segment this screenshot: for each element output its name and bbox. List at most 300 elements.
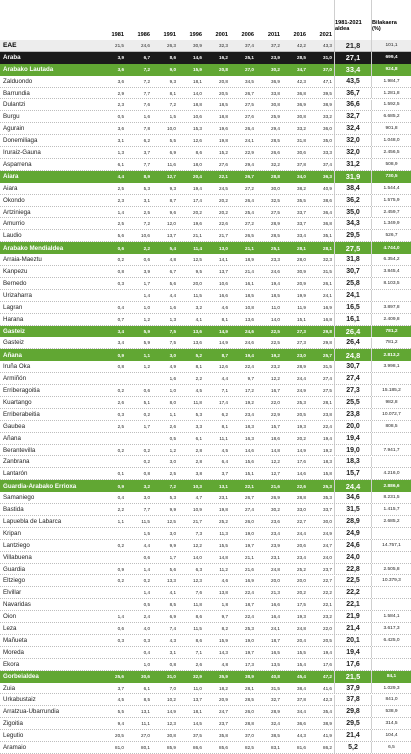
row-value: 9,5 — [195, 269, 202, 275]
table-row — [0, 397, 411, 409]
row-value: 24,8 — [271, 566, 280, 572]
row-value: 16,4 — [271, 614, 280, 620]
row-name: Guardia-Arabako Errioxa — [3, 482, 77, 490]
row-value: 19,8 — [219, 138, 228, 144]
row-value: 22,1 — [245, 483, 254, 489]
row-value: 11,9 — [297, 304, 306, 310]
row-value: 0,2 — [117, 257, 124, 263]
row-diff: 24,9 — [334, 528, 372, 539]
row-value: 0,8 — [117, 364, 124, 370]
row-value: 0,4 — [117, 304, 124, 310]
row-value: 35,5 — [297, 197, 306, 203]
row-value: 11,3 — [219, 530, 228, 536]
row-name: Asparrena — [3, 160, 32, 168]
row-value: 15,5 — [219, 542, 228, 548]
row-value: 34,7 — [297, 67, 306, 73]
row-value: 27,2 — [245, 185, 254, 191]
row-value: 18,3 — [245, 423, 254, 429]
row-value: 35,9 — [219, 674, 228, 680]
row-value: 1,4 — [117, 614, 124, 620]
row-growth: 1.281,8 — [383, 90, 400, 96]
row-value: 1,2 — [169, 447, 176, 453]
row-value: 2,3 — [117, 102, 124, 108]
row-value — [100, 290, 126, 301]
row-value: 1,2 — [143, 316, 150, 322]
row-value: 2,5 — [117, 185, 124, 191]
header-year: 1991 — [163, 32, 176, 38]
row-value: 24,6 — [271, 269, 280, 275]
row-name: Okondo — [3, 196, 25, 204]
row-name: Gorbeialdea — [3, 673, 39, 681]
row-name: Erriberagoitia — [3, 387, 40, 395]
row-name: Urizaharra — [3, 291, 32, 299]
row-diff: 16,5 — [334, 302, 372, 313]
row-name: Oion — [3, 613, 17, 621]
row-name: Barrundia — [3, 89, 30, 97]
row-value: 38,9 — [323, 102, 332, 108]
table-row — [0, 587, 411, 599]
row-value: 26,1 — [323, 280, 332, 286]
row-growth: 1.029,3 — [383, 685, 400, 691]
row-value: 18,0 — [193, 161, 202, 167]
row-name: Legutio — [3, 732, 24, 740]
header-year: 2001 — [215, 32, 228, 38]
row-value: 32,4 — [271, 721, 280, 727]
row-name: Berantevilla — [3, 446, 36, 454]
row-growth: 2.409,8 — [383, 316, 400, 322]
row-value: 26,4 — [245, 126, 254, 132]
row-value: 30,2 — [271, 507, 280, 513]
row-growth: 924,8 — [385, 67, 398, 73]
row-value: 80,1 — [141, 745, 150, 751]
row-value: 0,2 — [143, 447, 150, 453]
row-value: 15,5 — [297, 649, 306, 655]
row-value: 26,6 — [271, 150, 280, 156]
table-row — [0, 219, 411, 231]
row-value: 28,1 — [297, 245, 306, 251]
row-value: 12,6 — [193, 138, 202, 144]
row-value: 35,0 — [323, 138, 332, 144]
row-diff: 36,7 — [334, 88, 372, 99]
row-value: 29,4 — [245, 161, 254, 167]
row-value: 28,9 — [297, 364, 306, 370]
row-value: 23,8 — [323, 411, 332, 417]
row-name: Agurain — [3, 125, 25, 133]
table-row — [0, 159, 411, 171]
row-diff: 21,4 — [334, 623, 372, 634]
row-value: 13,7 — [193, 697, 202, 703]
row-value: 31,5 — [323, 364, 332, 370]
row-value: 33,2 — [323, 114, 332, 120]
row-value: 9,9 — [169, 542, 176, 548]
row-diff: 22,5 — [334, 576, 372, 587]
row-value: 24,4 — [297, 530, 306, 536]
row-value: 20,5 — [115, 733, 124, 739]
row-value: 42,2 — [297, 42, 306, 48]
row-value: 1,0 — [143, 661, 150, 667]
row-name: Iruña Oka — [3, 363, 31, 371]
row-value: 26,0 — [245, 518, 254, 524]
row-value: 4,6 — [221, 304, 228, 310]
table-row — [0, 171, 411, 183]
row-value: 40,9 — [323, 185, 332, 191]
row-growth — [372, 373, 411, 384]
row-value: 22,1 — [323, 602, 332, 608]
row-value: 16,9 — [323, 304, 332, 310]
row-value: 14,0 — [193, 554, 202, 560]
row-value: 6,2 — [143, 138, 150, 144]
row-value: 17,2 — [245, 388, 254, 394]
row-value: 23,6 — [271, 518, 280, 524]
row-value: 7,5 — [169, 340, 176, 346]
row-value: 14,9 — [219, 340, 228, 346]
row-name: Añana — [3, 351, 22, 359]
row-value: 3,0 — [169, 530, 176, 536]
row-value — [126, 433, 152, 444]
row-value: 15,4 — [297, 661, 306, 667]
row-value: 25,4 — [245, 209, 254, 215]
row-name: Ekora — [3, 660, 20, 668]
row-value: 10,2 — [167, 697, 176, 703]
row-diff: 20,0 — [334, 421, 372, 432]
row-value: 1,5 — [143, 530, 150, 536]
row-value: 20,2 — [219, 209, 228, 215]
table-row — [0, 183, 411, 195]
row-value: 9,7 — [221, 614, 228, 620]
row-value: 31,5 — [271, 685, 280, 691]
row-growth — [372, 433, 411, 444]
table-row — [0, 433, 411, 445]
row-value: 8,6 — [195, 637, 202, 643]
row-growth: 15.185,2 — [382, 388, 401, 394]
row-value: 28,0 — [297, 257, 306, 263]
row-value: 8,7 — [221, 352, 228, 358]
row-value: 44,3 — [297, 733, 306, 739]
row-value: 18,7 — [245, 602, 254, 608]
row-value: 8,6 — [195, 614, 202, 620]
table-row — [0, 338, 411, 350]
row-name: Urkabustaiz — [3, 696, 36, 704]
row-growth: 1.592,5 — [383, 102, 400, 108]
row-value: 19,4 — [245, 352, 254, 358]
row-name: Mañueta — [3, 636, 28, 644]
row-value: 37,2 — [271, 42, 280, 48]
row-value: 0,2 — [117, 447, 124, 453]
row-name: Artziniega — [3, 208, 31, 216]
row-diff: 16,1 — [334, 314, 372, 325]
row-value: 18,3 — [323, 459, 332, 465]
header-diff-line1: 1981-2021 — [335, 20, 362, 26]
row-name: Lantarón — [3, 470, 28, 478]
row-value: 36,8 — [297, 90, 306, 96]
row-value: 13,7 — [219, 269, 228, 275]
row-value: 1,5 — [169, 114, 176, 120]
row-growth: 781,2 — [385, 340, 398, 346]
row-value: 7,2 — [143, 67, 150, 73]
row-growth: 6,5 — [388, 745, 395, 751]
row-value: 3,1 — [117, 138, 124, 144]
row-value: 22,4 — [245, 590, 254, 596]
table-row — [0, 326, 411, 338]
row-value: 37,0 — [323, 67, 332, 73]
row-value: 2,8 — [195, 459, 202, 465]
table-row — [0, 647, 411, 659]
row-growth: 104,4 — [385, 733, 398, 739]
row-value: 15,9 — [193, 67, 202, 73]
row-diff: 43,5 — [334, 76, 372, 87]
row-name: Armiñón — [3, 375, 27, 383]
table-row — [0, 504, 411, 516]
row-value: 8,7 — [169, 197, 176, 203]
row-value: 27,5 — [271, 209, 280, 215]
row-value: 25,1 — [271, 245, 280, 251]
row-value: 12,2 — [271, 459, 280, 465]
row-value: 19,9 — [297, 292, 306, 298]
row-value: 47,1 — [323, 78, 332, 84]
row-value: 0,6 — [143, 554, 150, 560]
row-value: 11,6 — [167, 161, 176, 167]
row-value: 6,1 — [195, 435, 202, 441]
table-row — [0, 302, 411, 314]
row-value: 24,1 — [245, 138, 254, 144]
row-value: 4,1 — [169, 590, 176, 596]
row-value: 10,8 — [245, 304, 254, 310]
row-value: 21,5 — [115, 42, 124, 48]
row-value: 7,8 — [143, 126, 150, 132]
table-row — [0, 516, 411, 528]
table-row — [0, 254, 411, 266]
row-value: 1,7 — [169, 554, 176, 560]
row-value: 7,3 — [195, 530, 202, 536]
row-diff: 15,7 — [334, 468, 372, 479]
table-row — [0, 623, 411, 635]
row-growth: 901,8 — [385, 126, 398, 132]
row-value: 3,3 — [195, 423, 202, 429]
table-row — [0, 76, 411, 88]
row-value: 32,3 — [219, 42, 228, 48]
row-diff: 31,2 — [334, 159, 372, 170]
row-value: 8,9 — [143, 174, 150, 180]
row-value: 0,9 — [117, 483, 124, 489]
row-diff: 37,8 — [334, 695, 372, 706]
row-growth — [372, 290, 411, 301]
row-diff: 34,6 — [334, 492, 372, 503]
row-value: 24,7 — [219, 709, 228, 715]
row-growth: 1.584,1 — [383, 614, 400, 620]
row-value: 18,8 — [193, 102, 202, 108]
row-value: 8,2 — [221, 626, 228, 632]
row-value: 7,2 — [169, 483, 176, 489]
row-value: 23,7 — [219, 721, 228, 727]
row-diff: 30,7 — [334, 361, 372, 372]
row-diff: 32,0 — [334, 135, 372, 146]
row-value: 25,7 — [323, 352, 332, 358]
row-diff: 36,6 — [334, 100, 372, 111]
row-value: 3,1 — [169, 649, 176, 655]
row-value: 10,6 — [141, 233, 150, 239]
row-value: 17,3 — [245, 661, 254, 667]
row-value: 7,1 — [221, 388, 228, 394]
row-value: 30,8 — [297, 114, 306, 120]
row-name: Dulantzi — [3, 101, 26, 109]
row-value: 23,2 — [271, 364, 280, 370]
row-diff: 38,4 — [334, 183, 372, 194]
row-name: Lagran — [3, 303, 23, 311]
row-value: 24,6 — [141, 42, 150, 48]
row-value: 13,8 — [219, 590, 228, 596]
table-row — [0, 100, 411, 112]
row-value: 12,0 — [167, 221, 176, 227]
row-value: 19,4 — [271, 280, 280, 286]
row-value: 0,6 — [143, 257, 150, 263]
row-value: 16,6 — [219, 292, 228, 298]
row-value: 28,1 — [323, 399, 332, 405]
row-value: 3,4 — [117, 340, 124, 346]
header-year: 2016 — [293, 32, 306, 38]
row-value: 20,2 — [297, 435, 306, 441]
row-value: 22,7 — [297, 518, 306, 524]
row-value: 18,1 — [193, 78, 202, 84]
row-value: 82,5 — [245, 745, 254, 751]
row-value: 8,5 — [169, 602, 176, 608]
row-value: 18,9 — [245, 257, 254, 263]
row-value: 31,0 — [167, 674, 176, 680]
row-growth: 2.886,6 — [383, 483, 400, 489]
row-value: 5,6 — [169, 280, 176, 286]
row-value: 30,0 — [271, 185, 280, 191]
row-value: 20,2 — [219, 197, 228, 203]
row-value: 19,0 — [245, 530, 254, 536]
row-value: 14,6 — [245, 447, 254, 453]
table-row — [0, 659, 411, 671]
row-value: 36,9 — [297, 102, 306, 108]
table-row — [0, 147, 411, 159]
row-value — [100, 528, 126, 539]
row-value: 13,6 — [193, 340, 202, 346]
row-growth: 8.231,5 — [383, 495, 400, 501]
row-value: 22,7 — [323, 578, 332, 584]
row-value: 5,3 — [169, 495, 176, 501]
row-value: 20,9 — [219, 697, 228, 703]
row-value: 16,7 — [271, 388, 280, 394]
row-growth: 2.685,2 — [383, 518, 400, 524]
header-blank — [0, 0, 100, 40]
row-name: Kripan — [3, 529, 21, 537]
row-value: 4,6 — [221, 578, 228, 584]
row-value: 81,6 — [297, 745, 306, 751]
row-value: 6,7 — [143, 55, 150, 61]
row-value: 45,4 — [297, 674, 306, 680]
row-value: 32,2 — [271, 161, 280, 167]
row-value: 29,8 — [323, 329, 332, 335]
row-value: 0,2 — [143, 578, 150, 584]
row-value: 2,2 — [195, 376, 202, 382]
row-growth: 841,0 — [385, 697, 398, 703]
table-header — [0, 0, 411, 40]
row-name: Bernedo — [3, 279, 27, 287]
header-year: 1986 — [137, 32, 150, 38]
row-value: 85,6 — [219, 745, 228, 751]
row-value: 6,9 — [169, 150, 176, 156]
row-value: 18,5 — [271, 292, 280, 298]
row-value: 32,7 — [271, 697, 280, 703]
row-growth: 781,2 — [385, 329, 398, 335]
row-name: Zanbrana — [3, 458, 30, 466]
row-value: 20,9 — [297, 280, 306, 286]
table-row — [0, 564, 411, 576]
table-row — [0, 445, 411, 457]
row-value: 14,9 — [219, 329, 228, 335]
row-growth: 808,5 — [385, 423, 398, 429]
row-value: 28,5 — [245, 697, 254, 703]
row-diff: 21,5 — [334, 671, 372, 683]
row-growth: 3.897,8 — [383, 304, 400, 310]
row-value: 0,6 — [143, 388, 150, 394]
header-year: 1996 — [189, 32, 202, 38]
row-value: 4,4 — [143, 542, 150, 548]
row-value: 11,0 — [271, 304, 280, 310]
row-value: 20,4 — [193, 174, 202, 180]
row-value: 37,8 — [297, 697, 306, 703]
row-value: 13,6 — [193, 329, 202, 335]
row-value: 14,0 — [193, 90, 202, 96]
row-name: Zuia — [3, 684, 16, 692]
row-diff: 31,8 — [334, 254, 372, 265]
row-value: 0,8 — [169, 661, 176, 667]
table-row — [0, 683, 411, 695]
row-value: 83,1 — [271, 745, 280, 751]
row-diff: 27,4 — [334, 373, 372, 384]
row-value: 19,3 — [297, 423, 306, 429]
row-value: 86,6 — [193, 745, 202, 751]
row-value: 35,4 — [323, 709, 332, 715]
row-value: 27,6 — [219, 161, 228, 167]
row-diff: 26,4 — [334, 338, 372, 349]
row-value: 21,7 — [193, 518, 202, 524]
row-value: 30,8 — [271, 102, 280, 108]
table-row — [0, 88, 411, 100]
row-value: 30,2 — [271, 67, 280, 73]
row-value: 0,3 — [117, 411, 124, 417]
row-name: Kanpezu — [3, 268, 28, 276]
row-value: 14,1 — [219, 257, 228, 263]
row-value: 5,6 — [117, 233, 124, 239]
row-value: 31,0 — [323, 55, 332, 61]
row-value: 28,8 — [271, 174, 280, 180]
row-value: 39,5 — [323, 90, 332, 96]
row-value: 5,9 — [143, 340, 150, 346]
row-value: 6,4 — [221, 459, 228, 465]
row-value: 36,9 — [271, 78, 280, 84]
row-growth: 8.103,5 — [383, 280, 400, 286]
table-row — [0, 40, 411, 52]
row-value: 20,8 — [219, 67, 228, 73]
row-value: 5,5 — [117, 709, 124, 715]
row-value: 1,1 — [169, 411, 176, 417]
row-name: Gasteiz — [3, 328, 26, 336]
row-growth: 2.459,7 — [383, 209, 400, 215]
row-value: 25,3 — [245, 626, 254, 632]
row-value: 0,8 — [117, 269, 124, 275]
row-value: 24,4 — [297, 376, 306, 382]
row-value: 0,2 — [117, 542, 124, 548]
row-value: 18,1 — [193, 709, 202, 715]
row-value: 36,3 — [323, 174, 332, 180]
row-value: 22,4 — [245, 364, 254, 370]
row-growth: 1.544,4 — [383, 185, 400, 191]
table-row — [0, 730, 411, 742]
row-value: 16,5 — [271, 649, 280, 655]
